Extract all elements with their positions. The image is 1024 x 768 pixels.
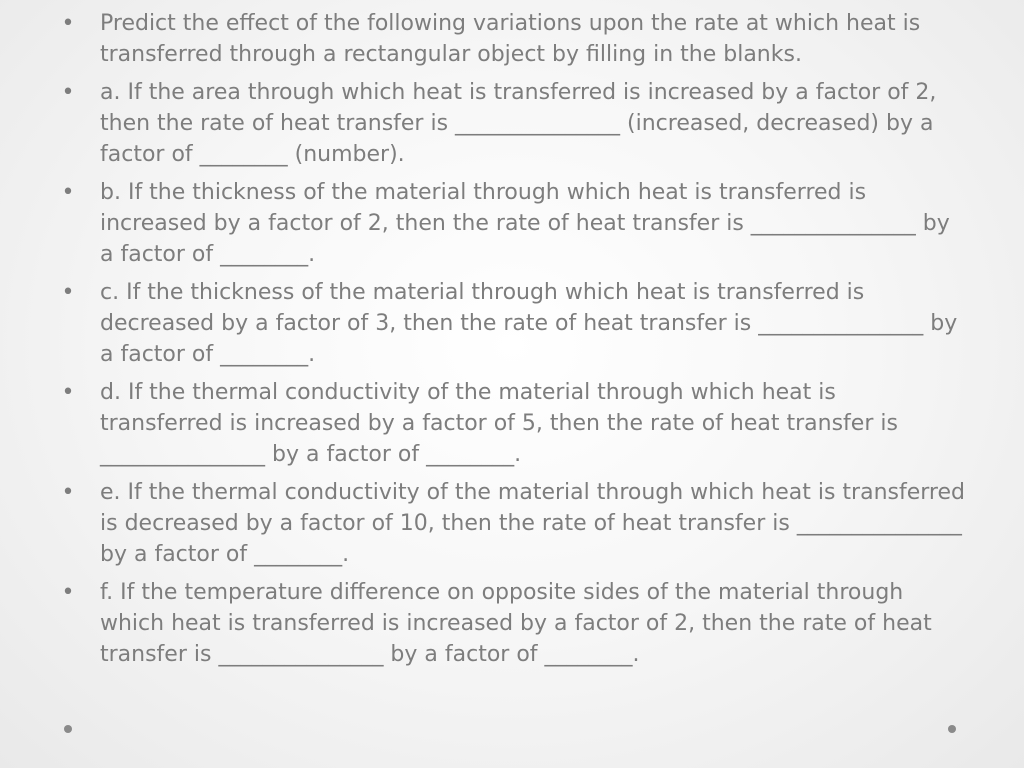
bullet-text: c. If the thickness of the material through which heat is transferred is decreased by a factor of 3, then the rate of heat transfer is _______________ by a factor of ________.: [100, 280, 958, 367]
bullet-icon: •: [61, 11, 75, 36]
bullet-icon: •: [61, 80, 75, 105]
bullet-icon: •: [61, 580, 75, 605]
bullet-item-intro: [60, 8, 965, 70]
bullet-item-e: [60, 477, 965, 570]
bullet-icon: •: [61, 180, 75, 205]
bullet-text: f. If the temperature difference on opposite sides of the material through which heat is transferred is increased by a factor of 2, then the rate of heat transfer is _______________ by a factor of ________.: [100, 580, 932, 667]
bullet-text: Predict the effect of the following variations upon the rate at which heat is transferred through a rectangular object by filling in the blanks.: [100, 11, 921, 67]
bullet-text: e. If the thermal conductivity of the material through which heat is transferred is decreased by a factor of 10, then the rate of heat transfer is _______________ by a factor of ________.: [100, 480, 965, 567]
bullet-icon: •: [61, 380, 75, 405]
bullet-list: [60, 8, 965, 677]
decorative-dot-left-icon: [64, 725, 72, 733]
bullet-item-c: [60, 277, 965, 370]
bullet-item-f: [60, 577, 965, 670]
decorative-dot-right-icon: [948, 725, 956, 733]
bullet-icon: •: [61, 280, 75, 305]
bullet-item-d: [60, 377, 965, 470]
bullet-text: b. If the thickness of the material through which heat is transferred is increased by a factor of 2, then the rate of heat transfer is _______________ by a factor of ________.: [100, 180, 950, 267]
bullet-text: d. If the thermal conductivity of the material through which heat is transferred is increased by a factor of 5, then the rate of heat transfer is _______________ by a factor of ________.: [100, 380, 898, 467]
bullet-text: a. If the area through which heat is transferred is increased by a factor of 2, then the rate of heat transfer is _______________ (increased, decreased) by a factor of ________ (number).: [100, 80, 937, 167]
bullet-item-a: [60, 77, 965, 170]
bullet-item-b: [60, 177, 965, 270]
bullet-icon: •: [61, 480, 75, 505]
